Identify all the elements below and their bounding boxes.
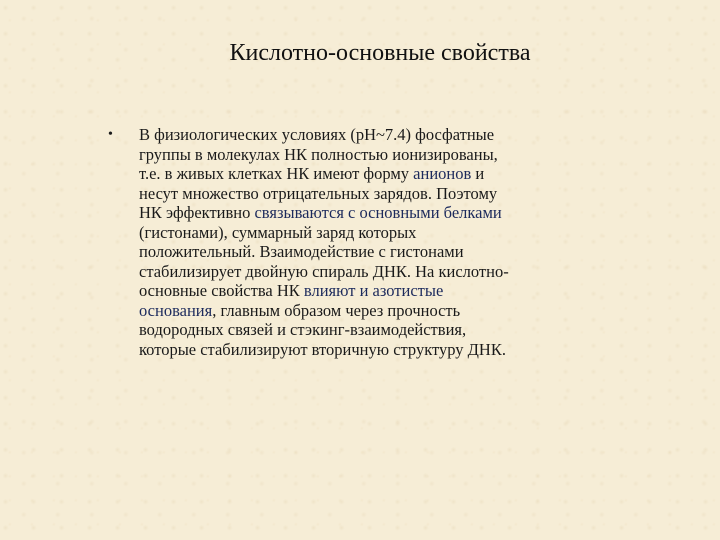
text-segment: положительный. Взаимодействие с гистонами <box>139 242 464 261</box>
text-segment: водородных связей и стэкинг-взаимодействия, <box>139 320 467 339</box>
highlighted-term: анионов <box>413 164 472 183</box>
slide-title: Кислотно-основные свойства <box>229 40 531 66</box>
paragraph-line <box>139 340 591 360</box>
paragraph-line <box>139 125 591 145</box>
paragraph-line <box>139 145 591 165</box>
paragraph-line <box>139 242 591 262</box>
paragraph-line <box>139 184 591 204</box>
text-segment: т.е. в живых клетках НК имеют форму <box>139 164 414 183</box>
text-segment: , главным образом через прочность <box>212 300 461 320</box>
bullet-marker: • <box>108 127 113 142</box>
paragraph-line <box>139 320 591 340</box>
paragraph-line <box>139 281 591 301</box>
text-segment: и <box>471 164 485 183</box>
bullet-paragraph <box>139 125 591 359</box>
text-segment: основные свойства НК <box>139 281 304 300</box>
text-segment: которые стабилизируют вторичную структуру ДНК. <box>139 339 506 359</box>
paragraph-line <box>139 262 591 282</box>
text-segment: (гистонами), суммарный заряд которых <box>139 222 417 242</box>
paragraph-line <box>139 203 591 223</box>
paragraph-line <box>139 164 591 184</box>
paragraph-line <box>139 301 591 321</box>
text-segment: несут множество отрицательных зарядов. Поэтому <box>139 183 498 203</box>
text-segment: НК эффективно <box>139 203 255 222</box>
highlighted-term: основания <box>139 300 213 320</box>
text-segment: стабилизирует двойную спираль ДНК. На кислотно- <box>139 261 509 281</box>
paragraph-line <box>139 223 591 243</box>
text-segment: группы в молекулах НК полностью ионизированы, <box>139 144 498 164</box>
highlighted-term: связываются с основными белками <box>254 203 502 222</box>
text-segment: В физиологических условиях (pH~7.4) фосфатные <box>139 125 495 144</box>
highlighted-term: влияют и азотистые <box>303 281 444 300</box>
